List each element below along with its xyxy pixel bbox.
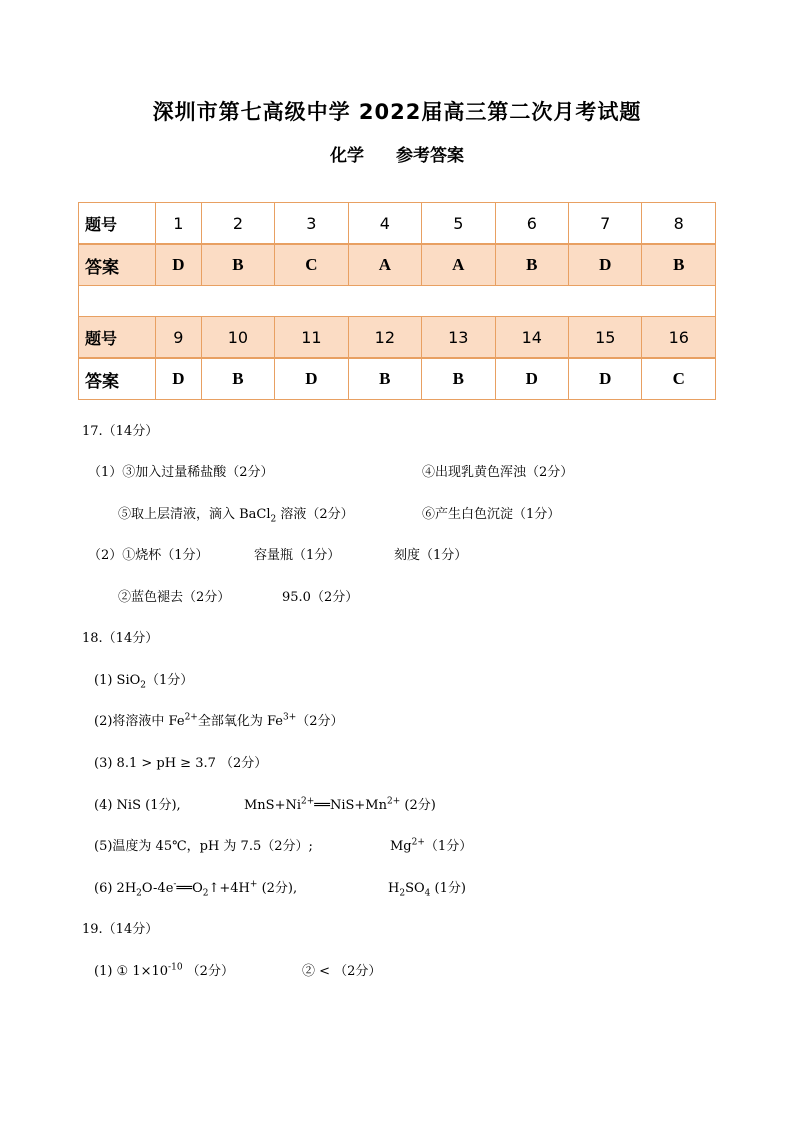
answer-cell: C <box>275 244 348 286</box>
question-number: 14 <box>495 317 568 359</box>
answer-text: (1分) <box>430 881 466 896</box>
answer-text: (1) ① 1×10 <box>94 964 169 979</box>
q18-line-5-b <box>390 839 472 855</box>
question-number: 8 <box>642 203 716 245</box>
subscript: 2 <box>202 888 209 899</box>
answer-cell: D <box>569 244 642 286</box>
question-number: 16 <box>642 317 716 359</box>
answer-cell: C <box>642 358 716 400</box>
q17-part1-d: ⑥产生白色沉淀（1分） <box>422 507 561 522</box>
row-label-answer: 答案 <box>79 244 156 286</box>
answer-text: (6) 2H <box>94 881 137 896</box>
question-number: 7 <box>569 203 642 245</box>
q18-line-4-a: (4) NiS (1分), <box>94 798 181 813</box>
subscript: 4 <box>424 888 431 899</box>
answer-key-label: 参考答案 <box>396 146 464 166</box>
answer-cell: D <box>495 358 568 400</box>
row-label-answer: 答案 <box>79 358 156 400</box>
answer-text: ══NiS+Mn <box>314 798 387 813</box>
spacer-cell <box>79 286 716 317</box>
superscript: 2+ <box>411 837 425 848</box>
q19-line-1-b: ② < （2分） <box>302 964 382 979</box>
question-number: 11 <box>275 317 348 359</box>
answer-text: H <box>388 881 400 896</box>
q19-line-1-a <box>94 964 234 980</box>
answer-cell: D <box>569 358 642 400</box>
answer-text: (2)将溶液中 Fe <box>94 714 185 729</box>
answer-cell: B <box>422 358 495 400</box>
question-number: 5 <box>422 203 495 245</box>
superscript: 3+ <box>282 712 297 723</box>
subscript: 2 <box>136 888 142 899</box>
table-row <box>79 244 716 286</box>
q19-heading: 19.（14分） <box>82 922 159 937</box>
superscript: + <box>249 879 258 890</box>
answer-text: （1分） <box>424 839 473 854</box>
row-label-number: 题号 <box>79 203 156 245</box>
question-number: 3 <box>275 203 348 245</box>
table-spacer-row <box>79 286 716 317</box>
answer-text: ══O <box>176 881 203 896</box>
answer-text: （2分） <box>296 714 344 729</box>
page-title: 深圳市第七高级中学 2022届高三第二次月考试题 <box>152 100 642 124</box>
page-subtitle <box>0 141 794 166</box>
q17-part2-d: ②蓝色褪去（2分） <box>118 590 231 605</box>
answer-text: Mg <box>390 839 412 854</box>
q17-part2-b: 容量瓶（1分） <box>254 548 341 563</box>
answer-text: ③加入过量稀盐酸（2分） <box>122 465 274 480</box>
question-number: 15 <box>569 317 642 359</box>
subject-label: 化学 <box>330 146 364 166</box>
question-number: 10 <box>201 317 274 359</box>
answer-text: 溶液（2分） <box>276 507 354 522</box>
answer-cell: D <box>156 244 202 286</box>
question-number: 12 <box>348 317 421 359</box>
superscript: 2+ <box>301 796 315 807</box>
answer-text: (1) SiO <box>94 673 141 688</box>
subscript: 2 <box>270 514 277 525</box>
q17-part2-c: 刻度（1分） <box>394 548 468 563</box>
q17-heading: 17.（14分） <box>82 424 159 439</box>
answer-text: （2分） <box>182 964 234 979</box>
q18-line-1 <box>94 673 193 689</box>
answer-cell: A <box>422 244 495 286</box>
q18-heading: 18.（14分） <box>82 631 159 646</box>
answer-text: 全部氧化为 Fe <box>197 714 283 729</box>
subscript: 2 <box>399 888 406 899</box>
answer-text: ⑤取上层清液，滴入 BaCl <box>118 507 271 522</box>
q18-line-2 <box>94 714 344 730</box>
q17-part1-c <box>118 507 354 523</box>
question-number: 4 <box>348 203 421 245</box>
answer-text: ↑+4H <box>208 881 250 896</box>
row-label-number: 题号 <box>79 317 156 359</box>
table-row <box>79 358 716 400</box>
question-number: 2 <box>201 203 274 245</box>
question-number: 6 <box>495 203 568 245</box>
answer-cell: B <box>201 244 274 286</box>
answer-table <box>78 202 716 400</box>
q17-part2-e: 95.0（2分） <box>282 590 359 605</box>
q17-part1-a <box>88 465 274 481</box>
answer-cell: D <box>156 358 202 400</box>
answer-cell: B <box>495 244 568 286</box>
part-label: （2） <box>88 548 123 563</box>
superscript: -10 <box>168 962 183 973</box>
q17-part1-b: ④出现乳黄色浑浊（2分） <box>422 465 574 480</box>
answer-cell: B <box>201 358 274 400</box>
answer-cell: B <box>348 358 421 400</box>
q18-line-6-b <box>388 881 466 897</box>
q18-line-3: (3) 8.1 > pH ≥ 3.7 （2分） <box>94 756 268 771</box>
q17-part2-a <box>88 548 209 564</box>
q18-line-5-a: (5)温度为 45℃，pH 为 7.5（2分）; <box>94 839 313 854</box>
part-label: （1） <box>88 465 123 480</box>
answer-text: MnS+Ni <box>244 798 302 813</box>
answer-text: （1分） <box>146 673 194 688</box>
answer-text: O-4e <box>141 881 174 896</box>
answer-text: ①烧杯（1分） <box>122 548 209 563</box>
subscript: 2 <box>140 680 147 691</box>
answer-cell: A <box>348 244 421 286</box>
superscript: 2+ <box>184 712 198 723</box>
answer-cell: B <box>642 244 716 286</box>
q18-line-6-a <box>94 881 297 897</box>
q18-line-4-b <box>244 798 436 814</box>
answer-text: (2分) <box>400 798 436 813</box>
question-number: 13 <box>422 317 495 359</box>
answer-cell: D <box>275 358 348 400</box>
question-number: 1 <box>156 203 202 245</box>
table-row <box>79 317 716 359</box>
superscript: 2+ <box>386 796 401 807</box>
answer-text: (2分), <box>257 881 298 896</box>
answer-text: SO <box>405 881 425 896</box>
superscript: - <box>173 879 177 890</box>
question-number: 9 <box>156 317 202 359</box>
table-row <box>79 203 716 245</box>
